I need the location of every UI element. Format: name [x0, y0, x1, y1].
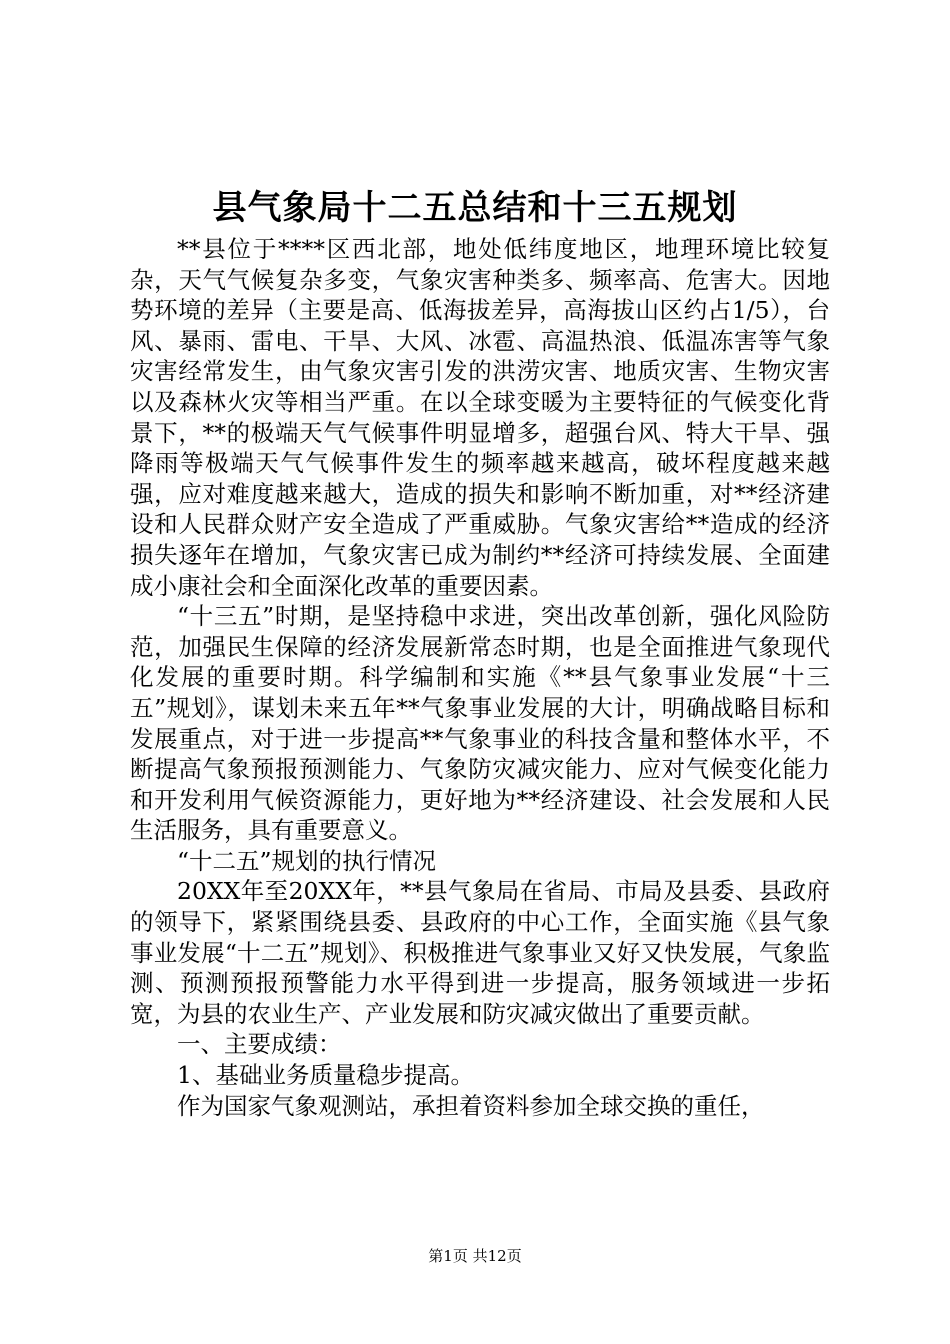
- paragraph-thirteenth-plan: “十三五”时期，是坚持稳中求进，突出改革创新，强化风险防范，加强民生保障的经济发展新常态时期，也是全面推进气象现代化发展的重要时期。科学编制和实施《**县气象事业发展“十三五”规划》，谋划未来五年**气象事业发展的大计，明确战略目标和发展重点，对于进一步提高**气象事业的科技含量和整体水平，不断提高气象预报预测能力、气象防灾减灾能力、应对气候变化能力和开发利用气候资源能力，更好地为**经济建设、社会发展和人民生活服务，具有重要意义。: [130, 602, 830, 845]
- page-footer: 第1页 共12页: [428, 1247, 522, 1265]
- section-heading-twelfth-plan: “十二五”规划的执行情况: [177, 846, 437, 875]
- paragraph-observation-station: 作为国家气象观测站，承担着资料参加全球交换的重任，: [177, 1091, 765, 1120]
- section-heading-achievements: 一、主要成绩：: [177, 1030, 342, 1059]
- paragraph-intro: **县位于****区西北部，地处低纬度地区，地理环境比较复杂，天气气候复杂多变，气象灾害种类多、频率高、危害大。因地势环境的差异（主要是高、低海拔差异，高海拔山区约占1/5），台风、暴雨、雷电、干旱、大风、冰雹、高温热浪、低温冻害等气象灾害经常发生，由气象灾害引发的洪涝灾害、地质灾害、生物灾害以及森林火灾等相当严重。在以全球变暖为主要特征的气候变化背景下，**的极端天气气候事件明显增多，超强台风、特大干旱、强降雨等极端天气气候事件发生的频率越来越高，破坏程度越来越强，应对难度越来越大，造成的损失和影响不断加重，对**经济建设和人民群众财产安全造成了严重威胁。气象灾害给**造成的经济损失逐年在增加，气象灾害已成为制约**经济可持续发展、全面建成小康社会和全面深化改革的重要因素。: [130, 235, 830, 600]
- document-title: 县气象局十二五总结和十三五规划: [212, 188, 738, 228]
- subheading-basic-business: 1、基础业务质量稳步提高。: [177, 1061, 474, 1090]
- paragraph-twelfth-plan: 20XX年至20XX年，**县气象局在省局、市局及县委、县政府的领导下，紧紧围绕县委、县政府的中心工作，全面实施《县气象事业发展“十二五”规划》、积极推进气象事业又好又快发展，气象监测、预测预报预警能力水平得到进一步提高，服务领域进一步拓宽，为县的农业生产、产业发展和防灾减灾做出了重要贡献。: [130, 877, 830, 1028]
- document-body: [130, 234, 830, 1121]
